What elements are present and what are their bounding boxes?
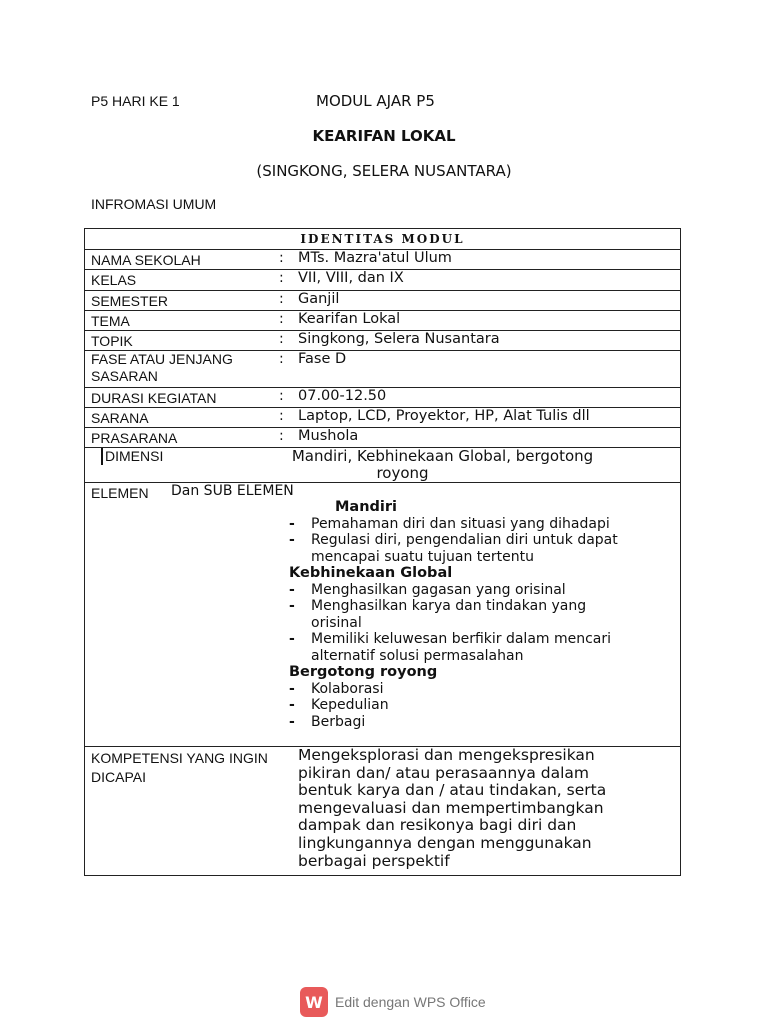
row-label: SARANA <box>91 410 149 426</box>
list-item-text: Kepedulian <box>311 697 389 713</box>
list-item <box>289 598 629 631</box>
dimensi-value-cont: royong <box>376 464 429 482</box>
row-colon: : <box>279 351 284 367</box>
bullet-dash: - <box>289 631 295 647</box>
row-colon: : <box>279 311 284 327</box>
row-colon: : <box>279 250 284 266</box>
list-item <box>289 582 629 599</box>
row-label: FASE ATAU JENJANG <box>91 351 233 367</box>
list-item <box>289 697 629 714</box>
row-colon: : <box>279 291 284 307</box>
section-heading: INFROMASI UMUM <box>91 196 217 212</box>
subtitle: (SINGKONG, SELERA NUSANTARA) <box>256 162 512 180</box>
table-row <box>85 388 680 407</box>
dimensi-value: Mandiri, Kebhinekaan Global, bergotong <box>291 447 594 465</box>
list-item <box>289 516 629 533</box>
row-label: DURASI KEGIATAN <box>91 390 217 406</box>
kompetensi-label: KOMPETENSI YANG INGIN DICAPAI <box>91 750 268 785</box>
table-row <box>85 270 680 290</box>
row-colon: : <box>279 388 284 404</box>
row-value: 07.00-12.50 <box>298 388 387 404</box>
wps-edit-link[interactable] <box>300 987 486 1017</box>
group-title: Mandiri <box>335 499 398 515</box>
table-row <box>85 408 680 427</box>
group-title: Bergotong royong <box>289 664 438 680</box>
bullet-dash: - <box>289 532 295 548</box>
bullet-dash: - <box>289 581 295 598</box>
list-item-text: Menghasilkan gagasan yang orisinal <box>311 581 566 598</box>
list-item <box>289 532 629 565</box>
list-item <box>289 714 629 731</box>
table-caption: IDENTITAS MODUL <box>300 232 465 246</box>
module-title: MODUL AJAR P5 <box>316 92 435 110</box>
row-value: Ganjil <box>298 291 340 307</box>
row-label-cont: SASARAN <box>91 368 158 384</box>
row-label: SEMESTER <box>91 293 169 309</box>
row-label: TOPIK <box>91 333 133 349</box>
wps-edit-text: Edit dengan WPS Office <box>335 994 486 1010</box>
identity-table <box>84 228 681 876</box>
bullet-dash: - <box>289 680 295 697</box>
elemen-label: ELEMEN <box>91 485 149 501</box>
table-row <box>85 351 680 385</box>
theme-title: KEARIFAN LOKAL <box>312 127 456 145</box>
row-value: Mushola <box>298 428 359 444</box>
table-row <box>85 250 680 269</box>
row-colon: : <box>279 331 284 347</box>
row-label: NAMA SEKOLAH <box>91 252 201 268</box>
list-item <box>289 681 629 698</box>
day-label: P5 HARI KE 1 <box>91 93 180 109</box>
list-item-text: Memiliki keluwesan berfikir dalam mencari alternatif solusi permasalahan <box>311 631 612 664</box>
table-row <box>85 311 680 330</box>
table-row <box>85 291 680 310</box>
bullet-dash: - <box>289 697 295 713</box>
row-value: Singkong, Selera Nusantara <box>298 331 500 347</box>
list-item <box>289 631 629 664</box>
row-value: Laptop, LCD, Proyektor, HP, Alat Tulis dll <box>298 408 590 424</box>
row-label: KELAS <box>91 272 137 288</box>
list-item-text: Pemahaman diri dan situasi yang dihadapi <box>311 515 610 532</box>
bullet-dash: - <box>289 598 295 614</box>
row-value: Fase D <box>298 351 347 367</box>
table-row <box>85 428 680 447</box>
row-colon: : <box>279 270 284 286</box>
row-label: PRASARANA <box>91 430 178 446</box>
list-item-text: Berbagi <box>311 713 366 730</box>
list-item-text: Menghasilkan karya dan tindakan yang orisinal <box>311 598 587 631</box>
bullet-dash: - <box>289 713 295 730</box>
row-value: Kearifan Lokal <box>298 311 401 327</box>
row-value: MTs. Mazra'atul Ulum <box>298 250 452 266</box>
elemen-list <box>289 499 629 730</box>
elemen-row <box>85 483 680 745</box>
kompetensi-value: Mengeksplorasi dan mengekspresikan pikiran dan/ atau perasaannya dalam bentuk karya dan / atau tindakan, serta mengevaluasi dan mempertimbangkan dampak dan resikonya bagi diri dan lingkungannya dengan menggunakan berbagai perspektif <box>298 746 607 870</box>
table-row <box>85 331 680 350</box>
sub-elemen-label: Dan SUB ELEMEN <box>171 483 294 499</box>
group-title: Kebhinekaan Global <box>289 565 453 581</box>
bullet-dash: - <box>289 515 295 532</box>
list-item-text: Kolaborasi <box>311 680 384 697</box>
dimensi-row <box>85 448 680 482</box>
wps-logo-icon: W <box>300 987 328 1017</box>
list-item-text: Regulasi diri, pengendalian diri untuk dapat mencapai suatu tujuan tertentu <box>311 532 618 565</box>
dimensi-label: DIMENSI <box>101 448 163 465</box>
kompetensi-row <box>85 747 680 875</box>
row-colon: : <box>279 408 284 424</box>
row-colon: : <box>279 428 284 444</box>
row-label: TEMA <box>91 313 130 329</box>
row-value: VII, VIII, dan IX <box>298 270 404 286</box>
